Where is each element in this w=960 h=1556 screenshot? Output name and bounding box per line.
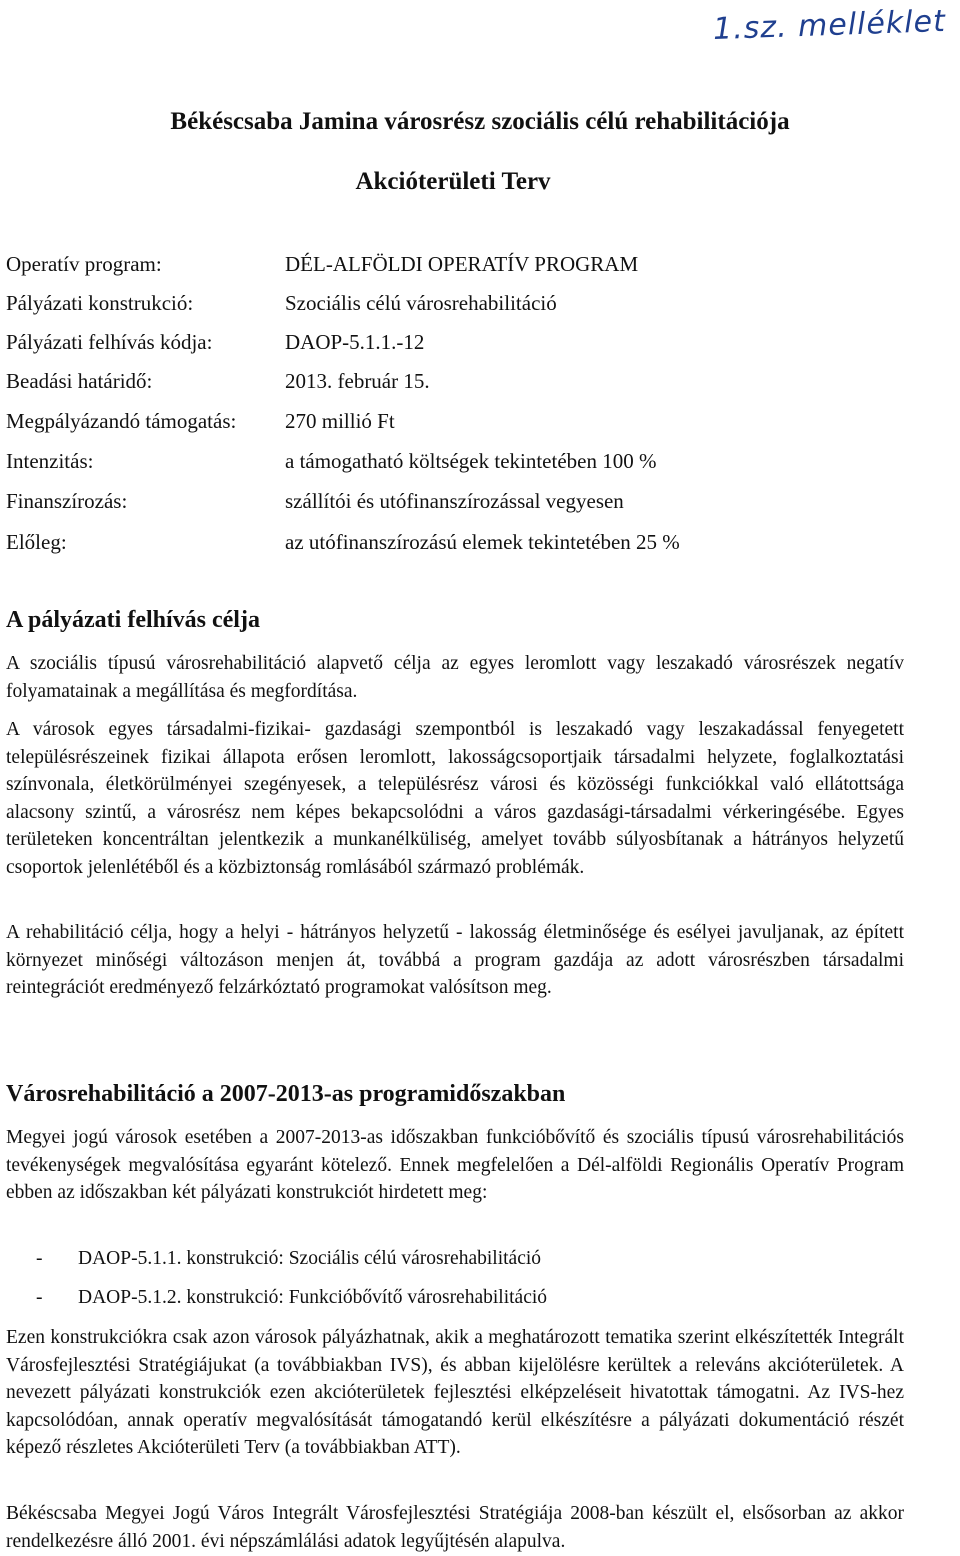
list-bullet: - [36,1248,43,1269]
info-label: Finanszírozás: [6,489,128,513]
document-subtitle: Akcióterületi Terv [355,168,551,195]
info-label: Pályázati konstrukció: [6,291,194,315]
info-row [6,486,946,516]
paragraph: A városok egyes társadalmi-fizikai- gazdasági szempontból is leszakadó vagy leszakadással fenyegetett településrészeinek fizikai állapota erősen leromlott, lakosságcsoportjaik társadalmi helyzete, foglalkoztatási színvonala, életkörülményei szegényesek, a településrész városi és közösségi funkciókkal való ellátottsága alacsony szintű, a városrész nem képes bekapcsolódni a város gazdasági-társadalmi vérkeringésébe. Egyes területeken koncentráltan jelentkezik a munkanélküliség, amelyet tovább súlyosbítanak a hátrányos helyzetű csoportok jelenlétéből és a közbiztonság romlásából származó problémák. [6,719,904,878]
list-item [36,1245,541,1272]
info-value: Szociális célú városrehabilitáció [285,291,557,315]
info-value: 270 millió Ft [285,409,395,433]
info-label: Előleg: [6,530,67,554]
paragraph: Békéscsaba Megyei Jogú Város Integrált Városfejlesztési Stratégiája 2008-ban készült el, elsősorban az akkor rendelkezésre álló 2001. évi népszámlálási adatok legyűjtésén alapulva. [6,1503,904,1552]
document-title: Békéscsaba Jamina városrész szociális célú rehabilitációja [170,108,790,135]
info-row [6,288,946,318]
info-value: 2013. február 15. [285,369,430,393]
handwritten-annotation: 1.sz. melléklet [712,3,947,48]
info-row [6,406,946,436]
info-row [6,446,946,476]
info-value: az utófinanszírozású elemek tekintetében 25 % [285,530,680,554]
paragraph: Ezen konstrukciókra csak azon városok pályázhatnak, akik a meghatározott tematika szerint elkészítették Integrált Városfejlesztési Stratégiájukat (a továbbiakban IVS), és abban kijelölésre kerültek a releváns akcióterületek. A nevezett pályázati konstrukciók ezen akcióterületek fejlesztési elképzeléseit hivatottak támogatni. Az IVS-hez kapcsolódóan, annak operatív megvalósítását támogatandó kerül elkészítésre a pályázati dokumentáció részét képező részletes Akcióterületi Terv (a továbbiakban ATT). [6,1327,904,1458]
list-item [36,1284,547,1311]
info-value: DAOP-5.1.1.-12 [285,330,425,354]
info-row [6,366,946,396]
list-item-text: DAOP-5.1.2. konstrukció: Funkcióbővítő városrehabilitáció [78,1287,548,1308]
list-item-text: DAOP-5.1.1. konstrukció: Szociális célú városrehabilitáció [78,1248,542,1269]
info-label: Operatív program: [6,252,162,276]
info-value: DÉL-ALFÖLDI OPERATÍV PROGRAM [285,252,639,276]
paragraph: Megyei jogú városok esetében a 2007-2013-as időszakban funkcióbővítő és szociális típusú városrehabilitációs tevékenységek megvalósítása egyaránt kötelező. Ennek megfelelően a Dél-alföldi Regionális Operatív Program ebben az időszakban két pályázati konstrukciót hirdetett meg: [6,1127,904,1203]
section-heading: A pályázati felhívás célja [6,607,260,633]
info-row [6,327,946,357]
info-label: Intenzitás: [6,449,94,473]
info-value: a támogatható költségek tekintetében 100 % [285,449,657,473]
info-row [6,249,946,279]
section-heading: Városrehabilitáció a 2007-2013-as programidőszakban [6,1081,566,1107]
info-label: Megpályázandó támogatás: [6,409,237,433]
paragraph: A szociális típusú városrehabilitáció alapvető célja az egyes leromlott vagy leszakadó városrészek negatív folyamatainak a megállítása és megfordítása. [6,653,904,702]
info-label: Pályázati felhívás kódja: [6,330,213,354]
info-row [6,527,946,557]
info-value: szállítói és utófinanszírozással vegyesen [285,489,624,513]
list-bullet: - [36,1287,43,1308]
info-label: Beadási határidő: [6,369,153,393]
paragraph: A rehabilitáció célja, hogy a helyi - hátrányos helyzetű - lakosság életminősége és esélyei javuljanak, az épített környezet minőségi változáson menjen át, továbbá a program gazdája az adott városrészben társadalmi reintegrációt eredményező felzárkóztató programokat valósítson meg. [6,922,904,998]
